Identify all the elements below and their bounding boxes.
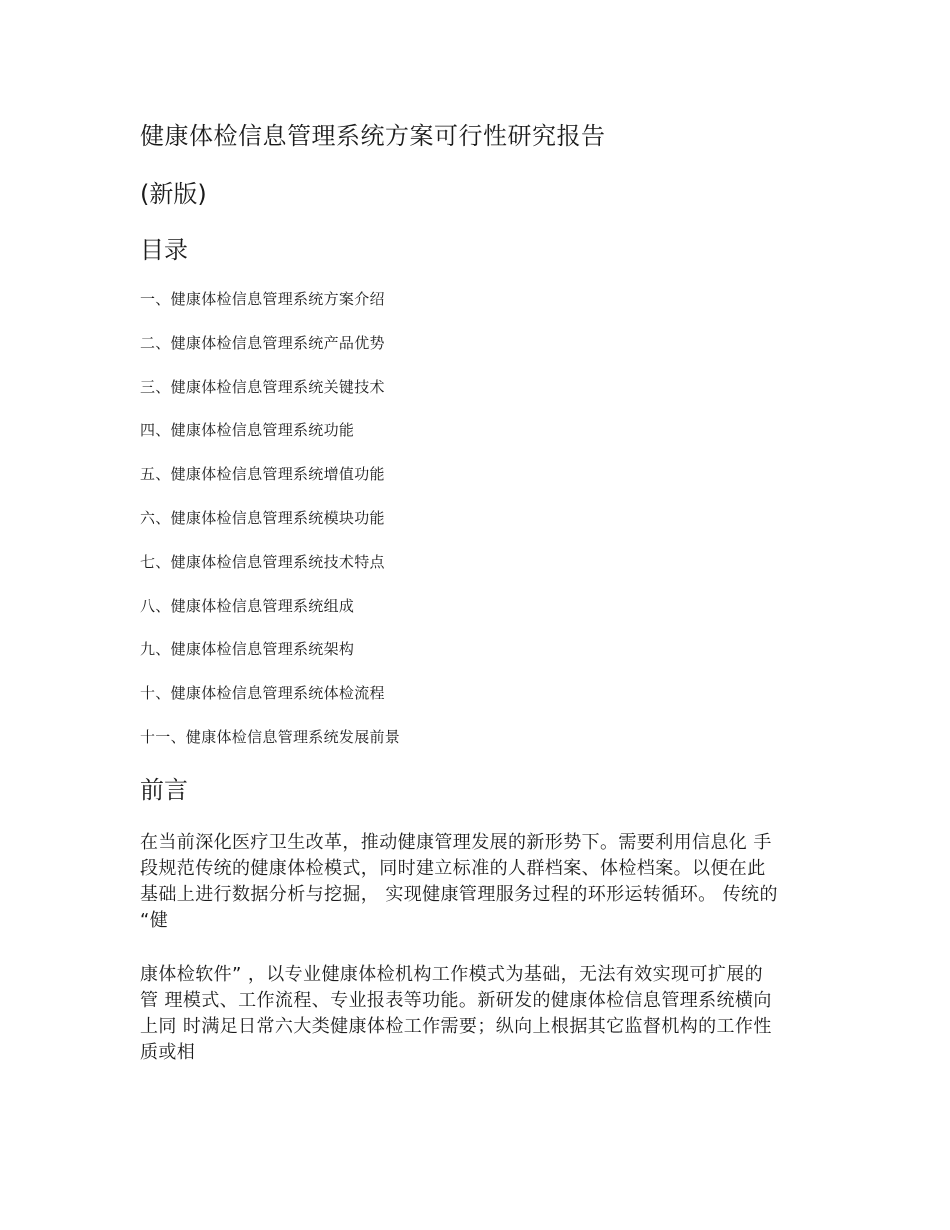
paragraph-line: 在当前深化医疗卫生改革，推动健康管理发展的新形势下。需要利用信息化 手	[140, 832, 772, 853]
preface-heading: 前言	[140, 776, 188, 804]
toc-item: 六、健康体检信息管理系统模块功能	[140, 508, 385, 527]
paragraph-line: 管 理模式、工作流程、专业报表等功能。新研发的健康体检信息管理系统横向	[140, 990, 772, 1011]
paragraph-line: 康体检软件” ，以专业健康体检机构工作模式为基础，无法有效实现可扩展的	[140, 964, 764, 985]
toc-item: 十一、健康体检信息管理系统发展前景	[140, 727, 401, 746]
paragraph-line: “健	[140, 910, 169, 931]
paragraph-line: 段规范传统的健康体检模式，同时建立标准的人群档案、体检档案。以便在此	[140, 858, 766, 879]
toc-item: 四、健康体检信息管理系统功能	[140, 421, 355, 440]
toc-item: 五、健康体检信息管理系统增值功能	[140, 465, 385, 484]
toc-heading: 目录	[140, 236, 188, 264]
table-of-contents	[140, 289, 400, 771]
toc-item: 二、健康体检信息管理系统产品优势	[140, 333, 385, 352]
preface-paragraph	[140, 962, 815, 1066]
paragraph-line: 上同 时满足日常六大类健康体检工作需要；纵向上根据其它监督机构的工作性	[140, 1016, 772, 1037]
document-title: 健康体检信息管理系统方案可行性研究报告	[140, 122, 606, 150]
document-subtitle: (新版)	[140, 180, 207, 208]
paragraph-line: 质或相	[140, 1042, 196, 1063]
toc-item: 十、健康体检信息管理系统体检流程	[140, 684, 385, 703]
toc-item: 九、健康体检信息管理系统架构	[140, 640, 355, 659]
toc-item: 一、健康体检信息管理系统方案介绍	[140, 290, 385, 308]
toc-item: 三、健康体检信息管理系统关键技术	[140, 377, 385, 396]
paragraph-line: 基础上进行数据分析与挖掘， 实现健康管理服务过程的环形运转循环。 传统的	[140, 884, 778, 905]
toc-item: 八、健康体检信息管理系统组成	[140, 596, 355, 615]
preface-paragraph	[140, 830, 815, 934]
toc-item: 七、健康体检信息管理系统技术特点	[140, 552, 385, 571]
